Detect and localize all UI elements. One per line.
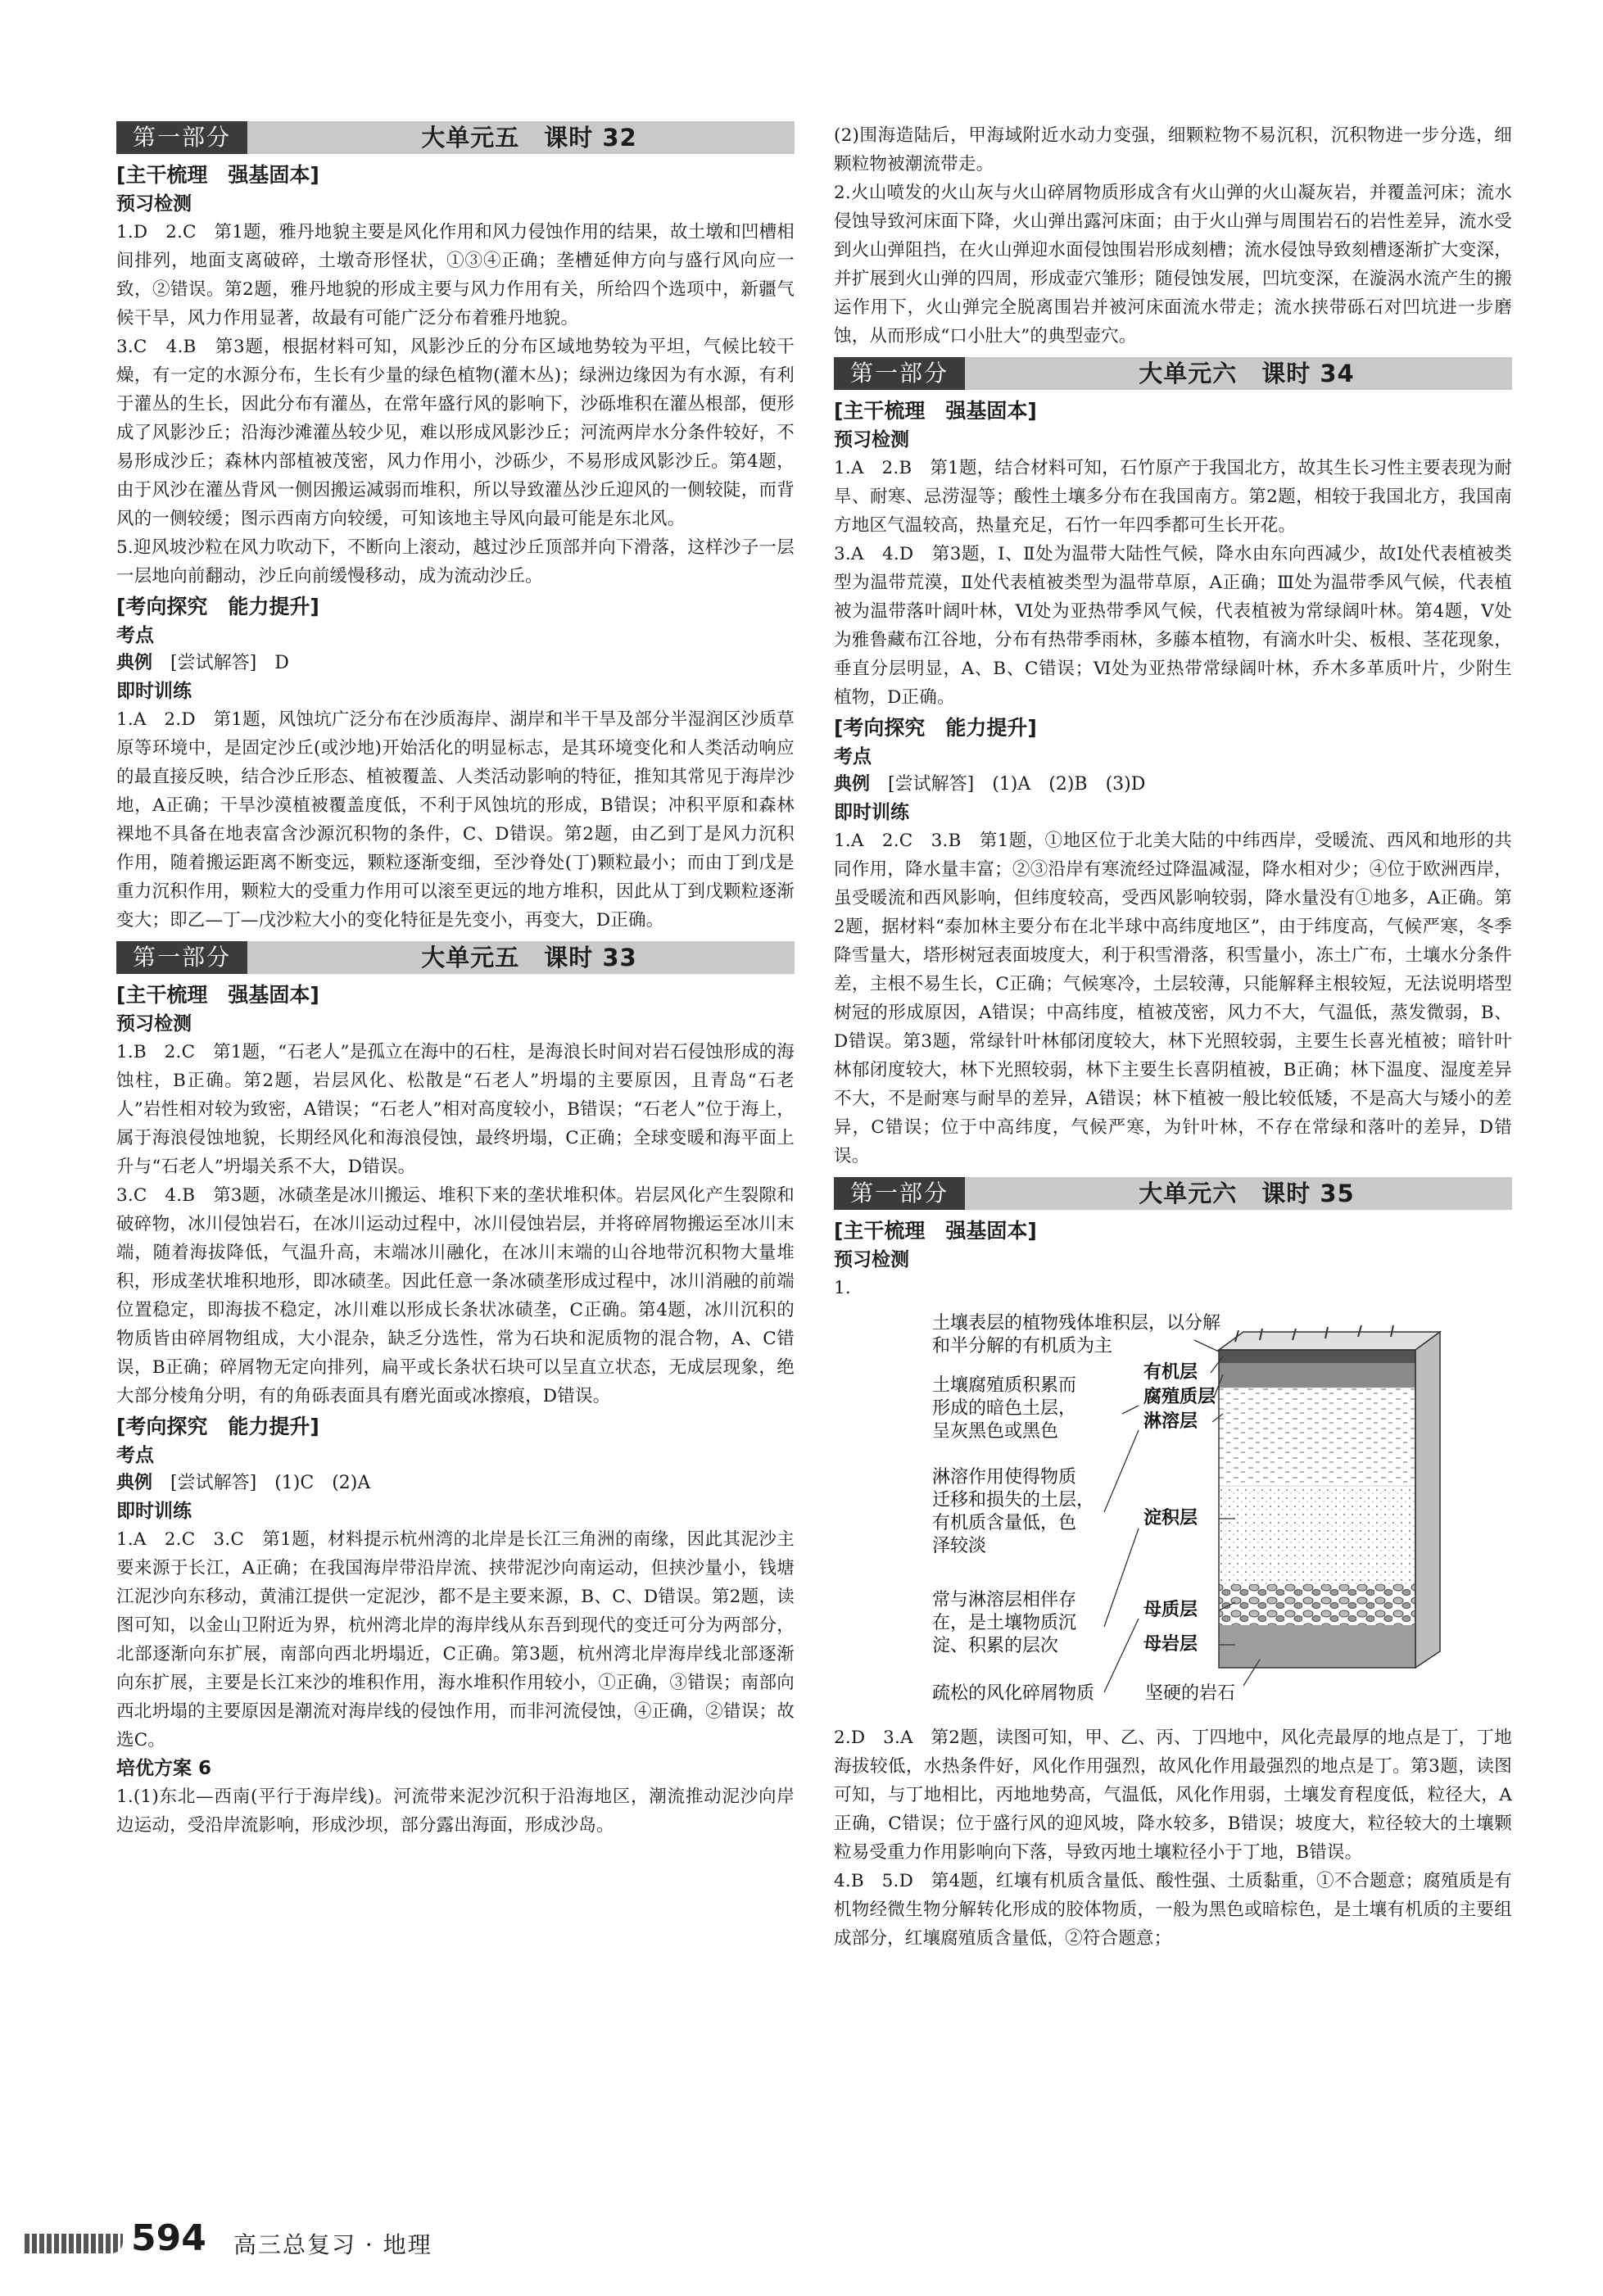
lesson-header-35 bbox=[834, 1177, 1512, 1210]
sub-heading: 即时训练 bbox=[116, 1501, 192, 1522]
example-value: (1)A (2)B (3)D bbox=[992, 774, 1146, 795]
label-a-desc: 土壤腐殖质积累而 bbox=[932, 1375, 1077, 1396]
section-heading: [考向探究 能力提升] bbox=[116, 595, 319, 618]
label-c-desc: 疏松的风化碎屑物质 bbox=[932, 1683, 1095, 1704]
example-label: 典例 bbox=[116, 653, 153, 673]
label-o-desc: 土壤表层的植物残体堆积层，以分解 bbox=[932, 1313, 1221, 1334]
label-e-desc-3: 有机质含量低，色 bbox=[932, 1513, 1077, 1533]
answer-paragraph: (2)围海造陆后，甲海域附近水动力变强，细颗粒物不易沉积，沉积物进一步分选，细颗粒物被潮流带走。 bbox=[834, 125, 1512, 174]
sub-heading: 预习检测 bbox=[116, 1013, 192, 1035]
answer-paragraph: 3.A 4.D 第3题，Ⅰ、Ⅱ处为温带大陆性气候，降水由东向西减少，故Ⅰ处代表植被类型为温带荒漠，Ⅱ处代表植被类型为温带草原，A正确；Ⅲ处为温带季风气候，代表植被为温带落叶阔叶林，Ⅵ处为亚热带季风气候，代表植被为常绿阔叶林。第4题，Ⅴ处为雅鲁藏布江谷地，分布有热带季雨林，多藤本植物，有滴水叶尖、板根、茎花现象，垂直分层明显，A、B、C错误；Ⅵ处为亚热带常绿阔叶林，乔木多革质叶片，少附生植物，D正确。 bbox=[834, 544, 1512, 708]
answer-paragraph: 1.A 2.C 3.B 第1题，①地区位于北美大陆的中纬西岸，受暖流、西风和地形的共同作用，降水量丰富；②③沿岸有寒流经过降温减湿，降水相对少；④位于欧洲西岸，虽受暖流和西风影响，但纬度较高，受西风影响较弱，降水量没有①地多，A正确。第2题，据材料“泰加林主要分布在北半球中高纬度地区”，由于纬度高，气候严寒，冬季降雪量大，塔形树冠表面坡度大，利于积雪滑落，积雪量小，冻土广布，土壤水分条件差，主根不易生长，C正确；气候寒冷，土层较薄，只能解释主根较短，无法说明塔型树冠的形成原因，A错误；中高纬度，植被茂密，风力不大，气温低，蒸发微弱，B、D错误。第3题，常绿针叶林郁闭度较大，林下光照较弱，主要生长喜光植被；暗针叶林郁闭度较大，林下光照较弱，林下主要生长喜阴植被，B正确；林下温度、湿度差异不大，不是耐寒与耐旱的差异，A错误；林下植被一般比较低矮，不是高大与矮小的差异，C错误；位于中高纬度，气候严寒，为针叶林，不存在常绿和落叶的差异，D错误。 bbox=[834, 831, 1512, 1166]
sub-heading: 培优方案 6 bbox=[116, 1758, 212, 1779]
example-answer bbox=[834, 771, 1512, 799]
lesson-header-32 bbox=[116, 121, 795, 154]
right-column bbox=[834, 121, 1512, 1953]
layer-bedrock: 母岩层 bbox=[1143, 1634, 1198, 1655]
example-value: D bbox=[274, 653, 289, 673]
section-heading: [主干梳理 强基固本] bbox=[116, 163, 319, 187]
layer-organic: 有机层 bbox=[1143, 1362, 1198, 1383]
soil-profile-figure bbox=[834, 1307, 1512, 1717]
example-value: (1)C (2)A bbox=[274, 1473, 371, 1493]
section-heading: [考向探究 能力提升] bbox=[834, 716, 1037, 740]
answer-paragraph: 1.B 2.C 第1题，“石老人”是孤立在海中的石柱，是海浪长时间对岩石侵蚀形成的海蚀柱，B正确。第2题，岩层风化、松散是“石老人”坍塌的主要原因，且青岛“石老人”岩性相对较为致密，A错误；“石老人”相对高度较小，B错误；“石老人”位于海上，属于海浪侵蚀地貌，长期经风化和海浪侵蚀，最终坍塌，C正确；全球变暖和海平面上升与“石老人”坍塌关系不大，D错误。 bbox=[116, 1042, 795, 1177]
label-a-desc-2: 形成的暗色土层， bbox=[932, 1398, 1077, 1419]
left-column bbox=[116, 121, 795, 1840]
answer-paragraph: 1.A 2.D 第1题，风蚀坑广泛分布在沙质海岸、湖岸和半干旱及部分半湿润区沙质草原等环境中，是固定沙丘(或沙地)开始活化的明显标志，是其环境变化和人类活动响应的最直接反映，结合沙丘形态、植被覆盖、人类活动影响的特征，推知其常见于海岸沙地，A正确；干旱沙漠植被覆盖度低，不利于风蚀坑的形成，B错误；冲积平原和森林裸地不具备在地表富含沙源沉积物的条件，C、D错误。第2题，由乙到丁是风力沉积作用，随着搬运距离不断变远，颗粒逐渐变细，至沙脊处(丁)颗粒最小；而由丁到戊是重力沉积作用，颗粒大的受重力作用可以滚至更远的地方堆积，因此从丁到戊颗粒逐渐变大；即乙—丁—戊沙粒大小的变化特征是先变小，再变大，D正确。 bbox=[116, 709, 795, 931]
sub-heading: 考点 bbox=[834, 746, 872, 768]
annotation-texts bbox=[932, 1313, 1235, 1704]
answer-paragraph: 1.A 2.C 3.C 第1题，材料提示杭州湾的北岸是长江三角洲的南缘，因此其泥沙主要来源于长江，A正确；在我国海岸带沿岸流、挟带泥沙向南运动，但挟沙量小，钱塘江泥沙向东移动，黄浦江提供一定泥沙，都不是主要来源，B、C、D错误。第2题，读图可知，以金山卫附近为界，杭州湾北岸的海岸线从东吾到现代的变迁可分为两部分，北部逐渐向东扩展，南部向西北坍塌近，C正确。第3题，杭州湾北岸海岸线北部逐渐向东扩展，主要是长江来沙的堆积作用，海水堆积作用较小，①正确，③错误；南部向西北坍塌的主要原因是潮流对海岸线的侵蚀作用，而非河流侵蚀，④正确，②错误；故选C。 bbox=[116, 1529, 795, 1750]
lesson-header-34 bbox=[834, 357, 1512, 390]
example-answer bbox=[116, 650, 795, 677]
example-label: 典例 bbox=[834, 774, 871, 795]
answer-paragraph: 3.C 4.B 第3题，冰碛垄是冰川搬运、堆积下来的垄状堆积体。岩层风化产生裂隙和破碎物，冰川侵蚀岩石，在冰川运动过程中，冰川侵蚀岩层，并将碎屑物搬运至冰川末端，随着海拔降低，气温升高，末端冰川融化，在冰川末端的山谷地带沉积物大量堆积，形成垄状堆积地形，即冰碛垄。因此任意一条冰碛垄形成过程中，冰川消融的前端位置稳定，即海拔不稳定，冰川难以形成长条状冰碛垄，C正确。第4题，冰川沉积的物质皆由碎屑物组成，大小混杂，缺乏分选性，常为石块和泥质物的混合物，A、C错误，B正确；碎屑物无定向排列，扁平或长条状石块可以呈直立状态，无成层现象，绝大部分棱角分明，有的角砾表面具有磨光面或冰擦痕，D错误。 bbox=[116, 1185, 795, 1406]
answer-paragraph: 2.火山喷发的火山灰与火山碎屑物质形成含有火山弹的火山凝灰岩，并覆盖河床；流水侵蚀导致河床面下降，火山弹出露河床面；由于火山弹与周围岩石的岩性差异，流水受到火山弹阻挡，在火山弹迎水面侵蚀围岩形成刻槽；流水侵蚀导致刻槽逐渐扩大变深，并扩展到火山弹的四周，形成壶穴雏形；随侵蚀发展，凹坑变深，在漩涡水流产生的搬运作用下，火山弹完全脱离围岩并被河床面流水带走；流水挟带砾石对凹坑进一步磨蚀，从而形成“口小肚大”的典型壶穴。 bbox=[834, 183, 1512, 346]
soil-profile-diagram bbox=[834, 1307, 1512, 1717]
section-heading: [主干梳理 强基固本] bbox=[116, 983, 319, 1007]
soil-block bbox=[1219, 1325, 1440, 1668]
label-r-desc: 坚硬的岩石 bbox=[1145, 1683, 1236, 1704]
lesson-header-33 bbox=[116, 941, 795, 974]
label-a-desc-3: 呈灰黑色或黑色 bbox=[932, 1421, 1059, 1442]
label-o-desc-2: 和半分解的有机质为主 bbox=[932, 1336, 1113, 1356]
sub-heading: 预习检测 bbox=[834, 1249, 909, 1270]
answer-paragraph: 5.迎风坡沙粒在风力吹动下，不断向上滚动，越过沙丘顶部并向下滑落，这样沙子一层一层地向前翻动，沙丘向前缓慢移动，成为流动沙丘。 bbox=[116, 537, 795, 586]
example-tag: [尝试解答] bbox=[888, 774, 975, 795]
layer-eluvial: 淋溶层 bbox=[1143, 1411, 1198, 1432]
answer-paragraph: 4.B 5.D 第4题，红壤有机质含量低、酸性强、土质黏重，①不合题意；腐殖质是有机物经微生物分解转化形成的胶体物质，一般为黑色或暗棕色，是土壤有机质的主要组成部分，红壤腐殖质含量低，②符合题意； bbox=[834, 1871, 1512, 1949]
page-number: 594 bbox=[131, 2217, 206, 2259]
answer-paragraph: 1.A 2.B 第1题，结合材料可知，石竹原产于我国北方，故其生长习性主要表现为耐旱、耐寒、忌涝湿等；酸性土壤多分布在我国南方。第2题，相较于我国北方，我国南方地区气温较高，热量充足，石竹一年四季都可生长开花。 bbox=[834, 458, 1512, 536]
example-label: 典例 bbox=[116, 1473, 153, 1493]
answer-paragraph: 3.C 4.B 第3题，根据材料可知，风影沙丘的分布区域地势较为平坦，气候比较干燥，有一定的水源分布，生长有少量的绿色植物(灌木丛)；绿洲边缘因为有水源，有利于灌丛的生长，因此分布有灌丛，在常年盛行风的影响下，沙砾堆积在灌丛根部，便形成了风影沙丘；沿海沙滩灌丛较少见，难以形成风影沙丘；河流两岸水分条件较好，不易形成沙丘；森林内部植被茂密，风力作用小，沙砾少，不易形成风影沙丘。第4题，由于风沙在灌丛背风一侧因搬运减弱而堆积，所以导致灌丛沙丘迎风的一侧较陡，而背风的一侧较缓；图示西南方向较缓，可知该地主导风向最可能是东北风。 bbox=[116, 337, 795, 529]
answer-paragraph: 2.D 3.A 第2题，读图可知，甲、乙、丙、丁四地中，风化壳最厚的地点是丁，丁地海拔较低，水热条件好，风化作用强烈，故风化作用最强烈的地点是丁。第3题，读图可知，与丁地相比，丙地地势高，气温低，风化作用弱，土壤发育程度低，粒径大，A正确，C错误；位于盛行风的迎风坡，降水较多，B错误；坡度大，粒径较大的土壤颗粒易受重力作用影响向下落，导致丙地土壤粒径小于丁地，B错误。 bbox=[834, 1728, 1512, 1863]
sub-heading: 即时训练 bbox=[116, 681, 192, 702]
layer-humus: 腐殖质层 bbox=[1143, 1387, 1216, 1407]
lesson-title: 大单元六 课时 35 bbox=[1139, 1180, 1355, 1207]
answer-paragraph: 1.D 2.C 第1题，雅丹地貌主要是风化作用和风力侵蚀作用的结果，故土墩和凹槽相间排列，地面支离破碎，土墩奇形怪状，①③④正确；垄槽延伸方向与盛行风向应一致，②错误。第2题，雅丹地貌的形成主要与风力作用有关，所给四个选项中，新疆气候干旱，风力作用显著，故最有可能广泛分布着雅丹地貌。 bbox=[116, 222, 795, 328]
lesson-title: 大单元五 课时 32 bbox=[421, 124, 637, 152]
answer-paragraph: 1.(1)东北—西南(平行于海岸线)。河流带来泥沙沉积于沿海地区，潮流推动泥沙向岸边运动，受沿岸流影响，形成沙坝，部分露出海面，形成沙岛。 bbox=[116, 1787, 795, 1836]
label-e-desc-4: 泽较淡 bbox=[932, 1536, 987, 1556]
part-tag: 第一部分 bbox=[834, 1177, 965, 1210]
section-heading: [主干梳理 强基固本] bbox=[834, 1219, 1037, 1243]
label-e-desc-2: 迁移和损失的土层， bbox=[932, 1490, 1095, 1510]
layer-illuvial: 淀积层 bbox=[1143, 1508, 1198, 1528]
section-heading: [主干梳理 强基固本] bbox=[834, 399, 1037, 423]
label-b-desc-3: 淀、积累的层次 bbox=[932, 1636, 1059, 1656]
book-title: 高三总复习 · 地理 bbox=[233, 2231, 432, 2258]
question-number: 1. bbox=[834, 1278, 851, 1298]
sub-heading: 即时训练 bbox=[834, 802, 909, 823]
part-tag: 第一部分 bbox=[116, 941, 247, 974]
part-tag: 第一部分 bbox=[834, 357, 965, 390]
sub-heading: 预习检测 bbox=[116, 193, 192, 215]
sub-heading: 考点 bbox=[116, 1445, 154, 1466]
page-footer bbox=[0, 2216, 491, 2273]
layer-parent-material: 母质层 bbox=[1143, 1600, 1198, 1620]
example-tag: [尝试解答] bbox=[170, 1473, 257, 1493]
sub-heading: 预习检测 bbox=[834, 429, 909, 451]
example-tag: [尝试解答] bbox=[170, 653, 257, 673]
section-heading: [考向探究 能力提升] bbox=[116, 1415, 319, 1438]
label-e-desc: 淋溶作用使得物质 bbox=[932, 1467, 1077, 1488]
part-tag: 第一部分 bbox=[116, 121, 247, 154]
sub-heading: 考点 bbox=[116, 625, 154, 646]
label-b-desc: 常与淋溶层相伴存 bbox=[932, 1590, 1077, 1610]
label-b-desc-2: 在，是土壤物质沉 bbox=[932, 1613, 1077, 1633]
example-answer bbox=[116, 1470, 795, 1497]
page-tab-decoration bbox=[25, 2234, 123, 2253]
lesson-title: 大单元六 课时 34 bbox=[1139, 360, 1355, 387]
lesson-title: 大单元五 课时 33 bbox=[421, 944, 637, 971]
